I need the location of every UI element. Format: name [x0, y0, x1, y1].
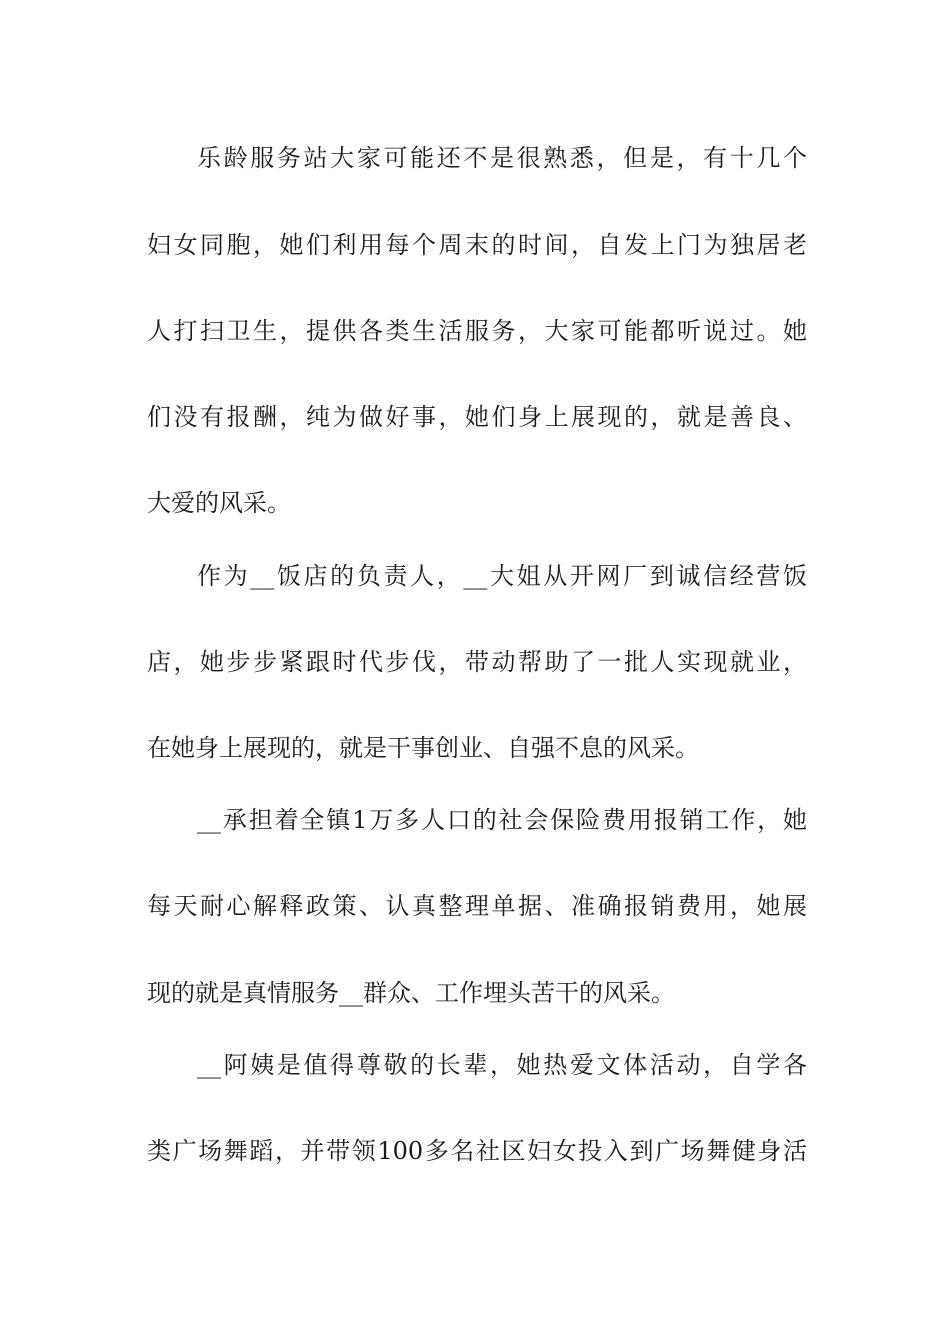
paragraph-2-line-1: 作为__饭店的负责人，__大姐从开网厂到诚信经营饭 — [197, 562, 807, 590]
paragraph-3-line-2: 每天耐心解释政策、认真整理单据、准确报销费用，她展 — [147, 892, 807, 920]
paragraph-1-line-1: 乐龄服务站大家可能还不是很熟悉，但是，有十几个 — [197, 144, 807, 172]
paragraph-3-line-3: 现的就是真情服务__群众、工作埋头苦干的风采。 — [147, 979, 675, 1007]
paragraph-4-line-2: 类广场舞蹈，并带领100多名社区妇女投入到广场舞健身活 — [147, 1137, 807, 1165]
paragraph-3-line-1: __承担着全镇1万多人口的社会保险费用报销工作，她 — [197, 806, 807, 834]
paragraph-1-line-3: 人打扫卫生，提供各类生活服务，大家可能都听说过。她 — [147, 317, 807, 345]
paragraph-1-line-2: 妇女同胞，她们利用每个周末的时间，自发上门为独居老 — [147, 231, 807, 259]
paragraph-2-line-2: 店，她步步紧跟时代步伐，带动帮助了一批人实现就业， — [147, 648, 807, 676]
paragraph-4-line-1: __阿姨是值得尊敬的长辈，她热爱文体活动，自学各 — [197, 1051, 807, 1079]
paragraph-2-line-3: 在她身上展现的，就是干事创业、自强不息的风采。 — [147, 734, 699, 762]
paragraph-1-line-4: 们没有报酬，纯为做好事，她们身上展现的，就是善良、 — [147, 403, 807, 431]
paragraph-1-line-5: 大爱的风采。 — [147, 489, 291, 517]
